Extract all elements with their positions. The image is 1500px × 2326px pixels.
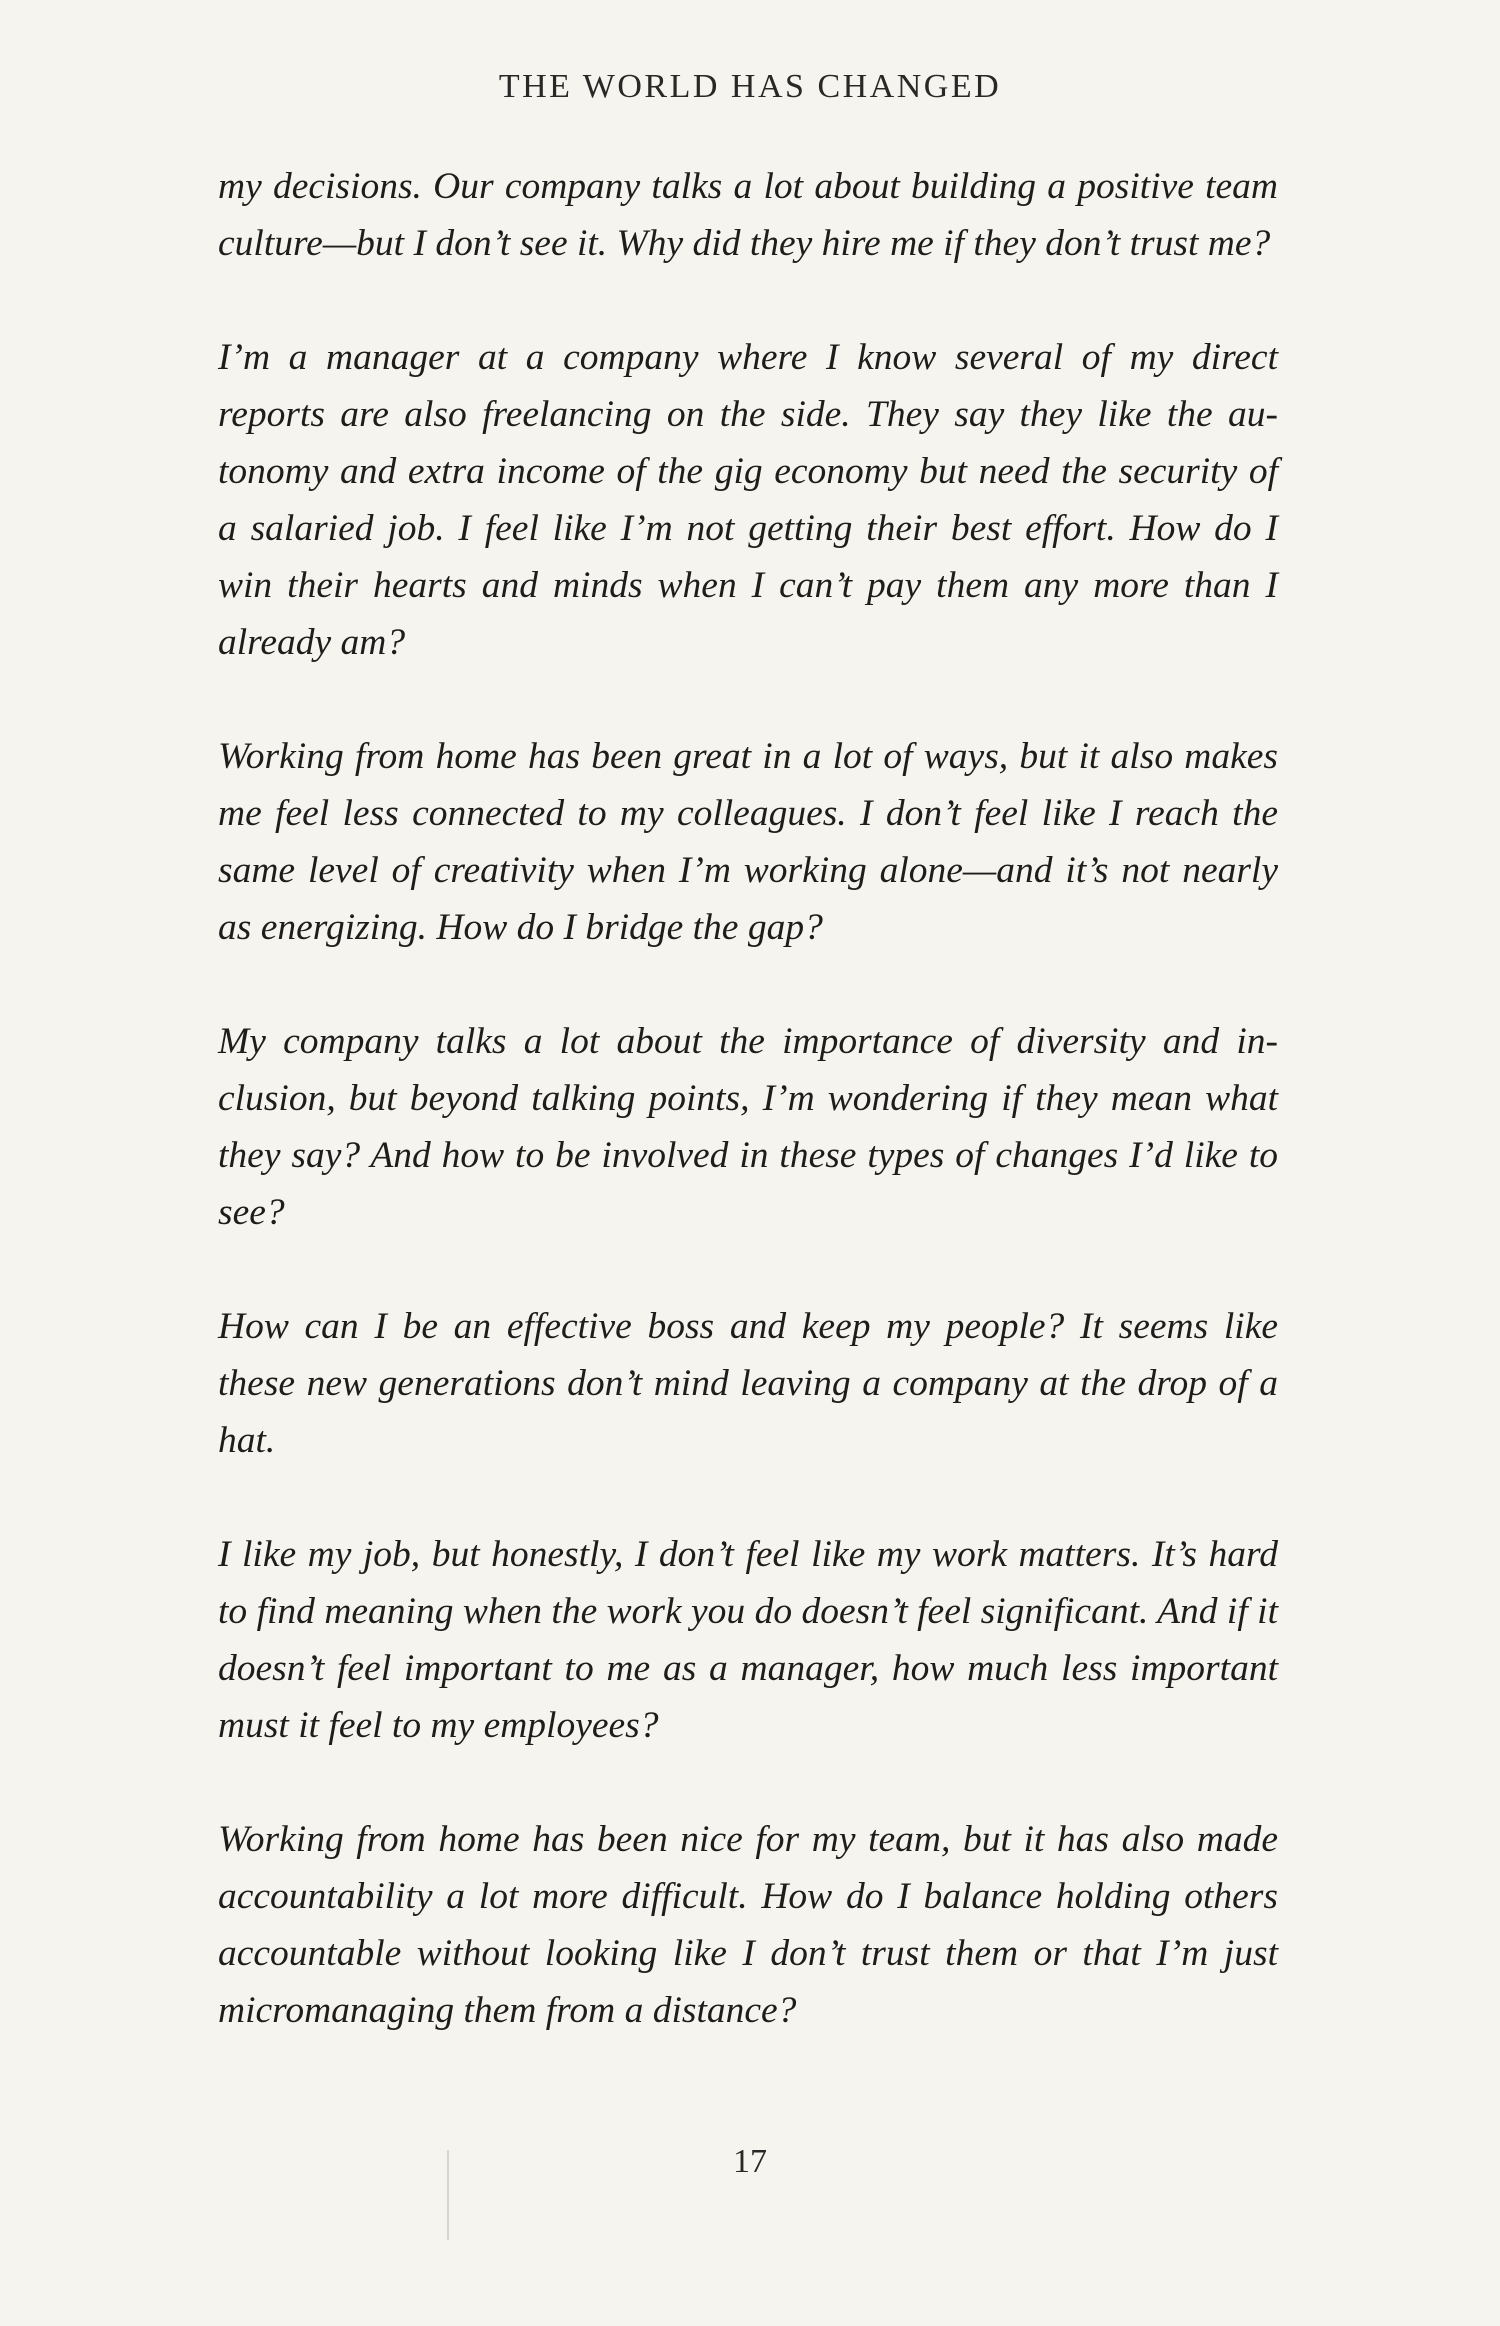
page-number: 17: [733, 2143, 767, 2180]
paragraph-4: My company talks a lot about the importance of diversity and inclusion, but beyond talking points, I’m wondering if they mean what they say? And how to be involved in these types of changes I’d like to see?: [218, 1021, 1278, 1233]
paragraph-7: Working from home has been nice for my team, but it has also made accountability a lot more difficult. How do I balance holding others accountable without looking like I don’t trust them or that I’m just micromanaging them from a distance?: [218, 1819, 1278, 2031]
body-text: [218, 158, 1278, 2039]
paragraph-2: I’m a manager at a company where I know several of my direct reports are also freelancing on the side. They say they like the autonomy and extra income of the gig economy but need the security of a salaried job. I feel like I’m not getting their best effort. How do I win their hearts and minds when I can’t pay them any more than I already am?: [218, 337, 1278, 663]
paragraph-1: my decisions. Our company talks a lot about building a positive team culture—but I don’t see it. Why did they hire me if they don’t trust me?: [218, 166, 1278, 264]
running-head: THE WORLD HAS CHANGED: [498, 68, 1002, 105]
paragraph-3: Working from home has been great in a lot of ways, but it also makes me feel less connected to my colleagues. I don’t feel like I reach the same level of creativity when I’m working alone—and it’s not nearly as energizing. How do I bridge the gap?: [218, 736, 1278, 948]
paragraph-5: How can I be an effective boss and keep my people? It seems like these new generations don’t mind leaving a company at the drop of a hat.: [218, 1306, 1278, 1461]
paragraph-6: I like my job, but honestly, I don’t feel like my work matters. It’s hard to find meaning when the work you do doesn’t feel significant. And if it doesn’t feel important to me as a manager, how much less important must it feel to my employees?: [218, 1534, 1278, 1746]
